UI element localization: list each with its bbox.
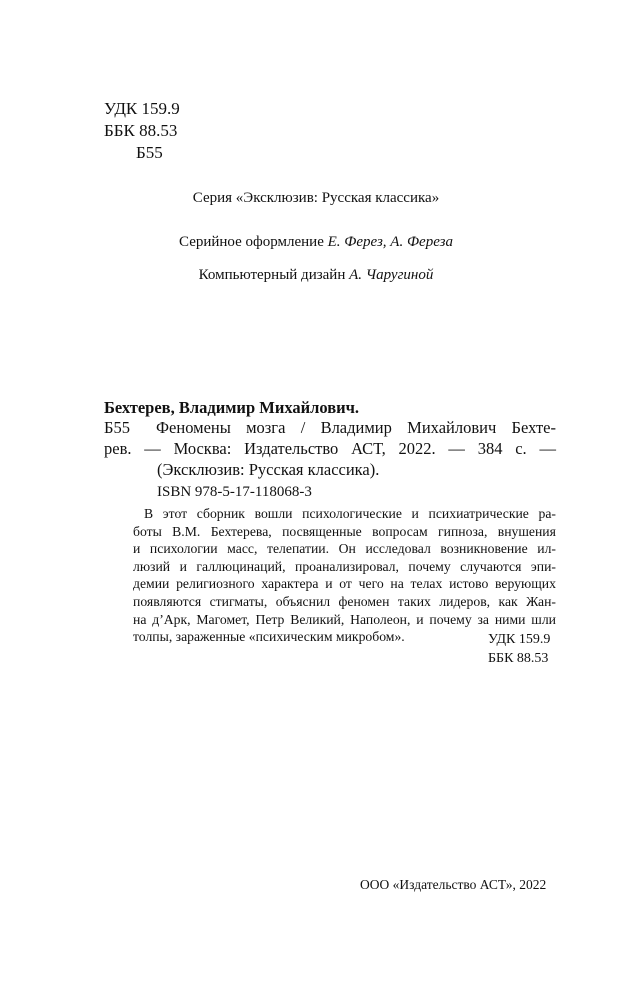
udk-code: УДК 159.9 (104, 99, 180, 118)
annotation-word: Великий, (290, 611, 345, 627)
annotation-word: телах (410, 576, 443, 592)
biblio-word: с. (515, 439, 527, 458)
biblio-line-3: (Эксклюзив: Русская классика). (157, 460, 380, 479)
annotation-word: галлюцинаций, (196, 558, 286, 574)
biblio-word: — (144, 439, 161, 458)
annotation (133, 505, 556, 646)
isbn: ISBN 978-5-17-118068-3 (157, 484, 312, 500)
annotation-word: на (390, 576, 404, 592)
annotation-word: телепатии. (266, 541, 330, 557)
annotation-word: этот (162, 506, 188, 521)
annotation-word: и (325, 576, 333, 592)
annotation-word: гипноза, (438, 523, 488, 539)
annotation-word: и (416, 611, 424, 627)
biblio-word: Издательство (244, 439, 339, 458)
annotation-word: шли (531, 611, 556, 627)
biblio-word: — (448, 439, 465, 458)
annotation-word: Жан- (526, 593, 556, 609)
annotation-line (133, 575, 556, 593)
series-title: Серия «Эксклюзив: Русская классика» (192, 190, 440, 206)
annotation-word: и (179, 558, 187, 574)
annotation-word: как (498, 593, 518, 609)
annotation-word: верующих (495, 576, 556, 592)
annotation-word: и (411, 506, 419, 521)
annotation-word: случаются (460, 558, 522, 574)
biblio-line-1-text (156, 417, 556, 438)
computer-design-label: Компьютерный дизайн (198, 267, 346, 283)
annotation-word: боты (133, 523, 162, 539)
biblio-word: Владимир (320, 418, 392, 437)
computer-design-author: А. Чаругиной (349, 267, 434, 283)
annotation-word: Петр (255, 611, 285, 627)
biblio-word: 2022. (398, 439, 436, 458)
biblio-word: Михайлович (407, 418, 497, 437)
annotation-text: толпы, зараженные «психическим микробом». (133, 629, 405, 645)
biblio-line-2 (104, 438, 556, 459)
annotation-word: посвященные (282, 523, 362, 539)
annotation-word: почему (429, 611, 472, 627)
annotation-line (133, 523, 556, 541)
annotation-word: появляются (133, 593, 202, 609)
annotation-word: ра- (538, 506, 556, 521)
annotation-word: таких (397, 593, 431, 609)
annotation-word: лидеров, (439, 593, 491, 609)
publisher-copyright: ООО «Издательство АСТ», 2022 (360, 877, 547, 892)
annotation-word: и (133, 541, 141, 557)
annotation-word: характера (261, 576, 319, 592)
annotation-line (133, 505, 556, 523)
annotation-word: религиозного (176, 576, 255, 592)
annotation-word: Наполеон, (350, 611, 411, 627)
biblio-word: Бехте- (511, 418, 556, 437)
bbk-code: ББК 88.53 (104, 121, 178, 140)
annotation-word: истово (449, 576, 489, 592)
annotation-word: вопросам (372, 523, 428, 539)
cover-design-label: Серийное оформление (179, 234, 324, 250)
annotation-line (133, 593, 556, 611)
annotation-word: Он (338, 541, 356, 557)
udk-code-bottom: УДК 159.9 (488, 632, 551, 647)
computer-design-credit (0, 267, 632, 284)
annotation-word: исследовал (365, 541, 431, 557)
annotation-word: Бехтерева, (210, 523, 272, 539)
annotation-word: вошли (254, 506, 293, 521)
annotation-word: за (477, 611, 489, 627)
annotation-word: люзий (133, 558, 171, 574)
annotation-word: демии (133, 576, 170, 592)
annotation-line (133, 611, 556, 629)
biblio-word: Москва: (173, 439, 232, 458)
annotation-word: чего (358, 576, 384, 592)
annotation-word: ними (494, 611, 526, 627)
annotation-word: почему (408, 558, 451, 574)
cover-design-authors: Е. Ферез, А. Фереза (327, 234, 453, 250)
bbk-code-bottom: ББК 88.53 (488, 651, 549, 666)
annotation-word: психиатрические (428, 506, 529, 521)
bottom-classification-codes (488, 630, 550, 668)
annotation-word: масс, (227, 541, 258, 557)
annotation-line (133, 540, 556, 558)
annotation-word: возникновение (440, 541, 528, 557)
annotation-line (133, 558, 556, 576)
biblio-word: — (539, 439, 556, 458)
annotation-word: проанализировал, (295, 558, 399, 574)
biblio-word: АСТ, (351, 439, 386, 458)
cover-design-credit (0, 234, 632, 251)
annotation-word: эпи- (530, 558, 556, 574)
author-heading: Бехтерев, Владимир Михайлович. (104, 398, 360, 417)
biblio-word: рев. (104, 439, 132, 458)
annotation-word: объяснил (275, 593, 331, 609)
bibliographic-record (104, 417, 556, 480)
annotation-word: стигматы, (209, 593, 268, 609)
annotation-word: от (339, 576, 352, 592)
annotation-word: д’Арк, (152, 611, 191, 627)
top-classification-codes (104, 98, 180, 164)
annotation-word: внушения (497, 523, 556, 539)
biblio-word: Феномены (156, 418, 231, 437)
annotation-word: ил- (537, 541, 556, 557)
biblio-cipher: Б55 (104, 418, 130, 437)
annotation-word: В.М. (172, 523, 201, 539)
biblio-word: / (300, 418, 306, 437)
annotation-word: В (144, 506, 154, 521)
annotation-word: на (133, 611, 147, 627)
annotation-word: сборник (196, 506, 245, 521)
annotation-word: феномен (338, 593, 390, 609)
annotation-word: Магомет, (196, 611, 250, 627)
biblio-line-1 (104, 417, 556, 438)
author-cipher: Б55 (136, 143, 163, 162)
annotation-word: психологии (149, 541, 218, 557)
annotation-word: психологические (302, 506, 402, 521)
biblio-word: 384 (477, 439, 503, 458)
biblio-word: мозга (246, 418, 286, 437)
